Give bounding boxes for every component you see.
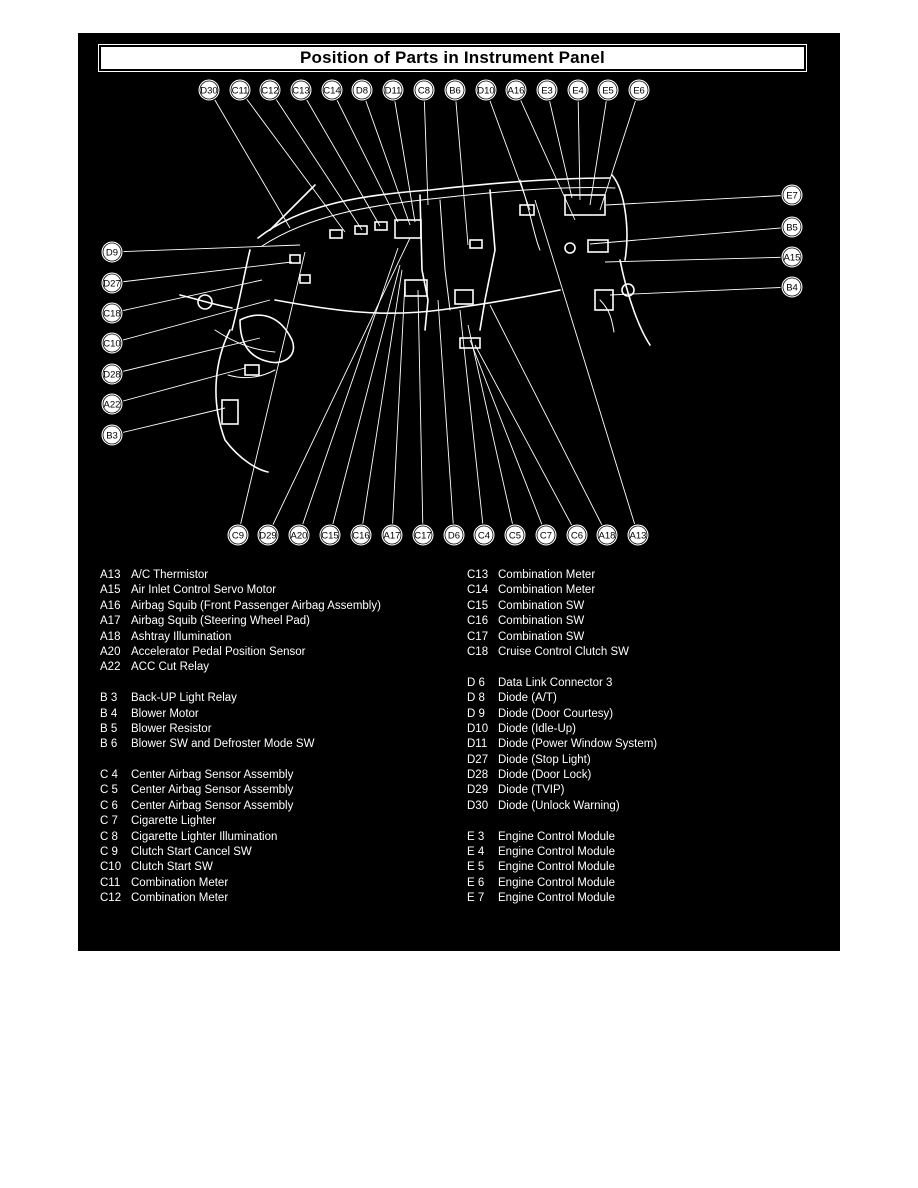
- legend-label: Airbag Squib (Steering Wheel Pad): [131, 615, 310, 628]
- legend-label: Clutch Start SW: [131, 861, 213, 874]
- leader-line-top-c8: [424, 90, 428, 205]
- callout-label: A22: [103, 399, 121, 411]
- legend-label: Center Airbag Sensor Assembly: [131, 799, 294, 812]
- leader-line-top-a16: [516, 90, 575, 220]
- leader-line-top-e4: [578, 90, 580, 200]
- callout-top-b6: [444, 79, 466, 101]
- callout-left-c10: [101, 332, 123, 354]
- legend-row: [467, 614, 657, 629]
- legend-row: [100, 599, 381, 614]
- legend-code: A16: [100, 599, 121, 612]
- legend-row: [467, 707, 657, 722]
- legend-code: D27: [467, 753, 489, 766]
- callout-bottom-a20: [288, 524, 310, 546]
- callout-label: C7: [539, 530, 553, 542]
- legend-label: Cruise Control Clutch SW: [498, 645, 630, 658]
- legend-label: Ashtray Illumination: [131, 630, 232, 643]
- callout-top-c8: [413, 79, 435, 101]
- leader-line-right-e7: [606, 195, 792, 205]
- legend-row: [467, 599, 657, 614]
- callout-bottom-d6: [443, 524, 465, 546]
- legend-code: C14: [467, 584, 489, 597]
- legend-label: Diode (Unlock Warning): [498, 799, 620, 812]
- callout-label: A13: [629, 530, 647, 542]
- leader-line-left-d9: [112, 245, 300, 252]
- callout-label: D27: [103, 278, 121, 290]
- legend-label: Center Airbag Sensor Assembly: [131, 784, 294, 797]
- legend-row: [100, 737, 381, 752]
- legend-code: C15: [467, 599, 489, 612]
- callout-label: C10: [103, 338, 121, 350]
- leader-line-top-e3: [547, 90, 572, 198]
- legend-code: C16: [467, 615, 489, 628]
- legend-spacer: [467, 814, 657, 829]
- callout-bottom-c15: [319, 524, 341, 546]
- legend-label: Engine Control Module: [498, 846, 615, 859]
- leader-line-top-d10: [486, 90, 530, 210]
- leader-line-bottom-c6: [475, 345, 577, 535]
- leader-line-bottom-d29: [268, 238, 410, 535]
- legend-label: Diode (TVIP): [498, 784, 565, 797]
- legend-row: [100, 830, 381, 845]
- callout-label: D9: [105, 247, 119, 259]
- callout-label: C16: [352, 530, 370, 542]
- legend-code: C12: [100, 892, 122, 905]
- callout-bottom-c17: [412, 524, 434, 546]
- callout-left-b3: [101, 424, 123, 446]
- callout-top-d10: [475, 79, 497, 101]
- callout-label: C13: [292, 85, 310, 97]
- callout-label: B4: [786, 282, 798, 294]
- callout-top-c14: [321, 79, 343, 101]
- callout-left-a22: [101, 393, 123, 415]
- callout-label: C12: [261, 85, 279, 97]
- leader-line-left-d28: [112, 338, 260, 374]
- callout-label: D30: [200, 85, 218, 97]
- legend-row: [467, 876, 657, 891]
- legend-label: Cigarette Lighter Illumination: [131, 830, 278, 843]
- legend-row: [467, 860, 657, 875]
- callout-label: D6: [447, 530, 461, 542]
- legend-code: C 5: [100, 784, 118, 797]
- legend-code: C11: [100, 876, 121, 889]
- legend-code: B 3: [100, 692, 118, 705]
- legend-row: [100, 891, 381, 906]
- callout-bottom-c9: [227, 524, 249, 546]
- legend-row: [100, 660, 381, 675]
- legend-row: [100, 568, 381, 583]
- legend-row: [467, 645, 657, 660]
- callout-bottom-c4: [473, 524, 495, 546]
- callout-top-c12: [259, 79, 281, 101]
- legend-row: [100, 707, 381, 722]
- legend-row: [467, 737, 657, 752]
- legend-label: Combination Meter: [131, 892, 229, 905]
- legend-row: [467, 830, 657, 845]
- leader-line-top-e6: [600, 90, 639, 210]
- legend-spacer: [467, 660, 657, 675]
- legend-label: ACC Cut Relay: [131, 661, 209, 674]
- callout-label: B3: [106, 430, 118, 442]
- legend-label: Back-UP Light Relay: [131, 692, 237, 705]
- leader-line-bottom-c9: [238, 252, 305, 535]
- legend-row: [467, 845, 657, 860]
- legend-code: E 4: [467, 846, 485, 859]
- legend-code: B 5: [100, 722, 118, 735]
- legend-row: [100, 583, 381, 598]
- callout-label: C4: [477, 530, 491, 542]
- legend-left-column: [100, 568, 381, 907]
- legend-row: [467, 753, 657, 768]
- legend-label: A/C Thermistor: [131, 569, 209, 581]
- legend-label: Blower SW and Defroster Mode SW: [131, 738, 315, 751]
- callout-top-c11: [229, 79, 251, 101]
- callout-label: B5: [786, 222, 798, 234]
- legend-row: [467, 630, 657, 645]
- legend-row: [100, 876, 381, 891]
- callout-label: D29: [259, 530, 277, 542]
- legend-code: A13: [100, 569, 121, 581]
- callout-label: E7: [786, 190, 798, 202]
- callout-label: D10: [477, 85, 495, 97]
- legend-code: C17: [467, 630, 489, 643]
- callout-label: C6: [570, 530, 584, 542]
- legend-label: Accelerator Pedal Position Sensor: [131, 645, 306, 658]
- callout-right-a15: [781, 246, 803, 268]
- callout-bottom-c16: [350, 524, 372, 546]
- callout-bottom-c7: [535, 524, 557, 546]
- leader-line-right-b4: [610, 287, 792, 295]
- callout-label: A15: [783, 252, 801, 264]
- leader-line-right-b5: [590, 227, 792, 244]
- callout-left-d28: [101, 363, 123, 385]
- callout-top-e6: [628, 79, 650, 101]
- callout-label: E4: [572, 85, 584, 97]
- legend-row: [100, 645, 381, 660]
- leader-line-left-a22: [112, 368, 245, 404]
- leader-line-left-c10: [112, 300, 270, 343]
- callout-top-d8: [351, 79, 373, 101]
- callout-left-d27: [101, 272, 123, 294]
- legend-code: D 6: [467, 676, 485, 689]
- legend-label: Combination SW: [498, 615, 585, 628]
- legend-row: [100, 691, 381, 706]
- legend-label: Diode (Stop Light): [498, 753, 591, 766]
- legend-spacer: [100, 676, 381, 691]
- legend-row: [100, 630, 381, 645]
- callout-left-c18: [101, 302, 123, 324]
- callout-top-c13: [290, 79, 312, 101]
- leader-line-bottom-c15: [330, 265, 400, 535]
- callout-right-e7: [781, 184, 803, 206]
- callout-label: D8: [355, 85, 369, 97]
- callout-label: C17: [414, 530, 432, 542]
- leader-line-top-c11: [240, 90, 345, 232]
- legend-row: [100, 814, 381, 829]
- callout-right-b5: [781, 216, 803, 238]
- leader-line-top-b6: [455, 90, 468, 245]
- legend-code: D10: [467, 722, 489, 735]
- callout-label: D11: [384, 85, 402, 97]
- legend-label: Data Link Connector 3: [498, 676, 613, 689]
- callout-label: C9: [231, 530, 245, 542]
- callout-top-e5: [597, 79, 619, 101]
- legend-code: D11: [467, 738, 488, 751]
- callout-label: C8: [417, 85, 431, 97]
- callout-bottom-a17: [381, 524, 403, 546]
- callout-label: E5: [602, 85, 614, 97]
- callout-top-e3: [536, 79, 558, 101]
- callout-label: C5: [508, 530, 522, 542]
- leader-line-top-d30: [209, 90, 290, 228]
- legend-row: [467, 583, 657, 598]
- callout-label: C15: [321, 530, 339, 542]
- legend-label: Combination Meter: [498, 584, 596, 597]
- leader-line-bottom-d6: [438, 300, 454, 535]
- legend-code: E 6: [467, 876, 485, 889]
- legend-label: Center Airbag Sensor Assembly: [131, 769, 294, 782]
- legend-row: [467, 783, 657, 798]
- callout-left-d9: [101, 241, 123, 263]
- leader-line-left-b3: [112, 408, 225, 435]
- legend-code: C 8: [100, 830, 118, 843]
- legend-spacer: [100, 753, 381, 768]
- legend-code: D 9: [467, 707, 485, 720]
- legend-row: [467, 891, 657, 906]
- legend-label: Diode (Power Window System): [498, 738, 658, 751]
- callout-bottom-c6: [566, 524, 588, 546]
- callout-bottom-c5: [504, 524, 526, 546]
- callout-bottom-a13: [627, 524, 649, 546]
- callout-label: C18: [103, 308, 121, 320]
- legend-label: Diode (Door Lock): [498, 769, 592, 782]
- legend-code: E 5: [467, 861, 485, 874]
- callout-top-e4: [567, 79, 589, 101]
- legend-code: D 8: [467, 692, 485, 705]
- legend-row: [467, 799, 657, 814]
- callout-label: E3: [541, 85, 553, 97]
- callout-bottom-a18: [596, 524, 618, 546]
- leader-line-left-d27: [112, 262, 292, 283]
- callout-bottom-d29: [257, 524, 279, 546]
- legend-row: [467, 676, 657, 691]
- legend-row: [467, 691, 657, 706]
- leader-line-bottom-c5: [468, 325, 515, 535]
- legend-code: C 7: [100, 815, 118, 828]
- legend-label: Clutch Start Cancel SW: [131, 846, 252, 859]
- legend-code: C 4: [100, 769, 118, 782]
- legend-label: Engine Control Module: [498, 892, 615, 905]
- legend-row: [100, 722, 381, 737]
- leader-line-bottom-c16: [361, 270, 402, 535]
- legend-row: [100, 845, 381, 860]
- legend-row: [467, 568, 657, 583]
- callout-label: A17: [383, 530, 401, 542]
- leader-lines: [112, 90, 792, 535]
- legend-label: Blower Resistor: [131, 722, 212, 735]
- callout-top-d30: [198, 79, 220, 101]
- callout-group: [101, 79, 803, 546]
- legend-row: [467, 768, 657, 783]
- legend-code: A18: [100, 630, 121, 643]
- legend-row: [100, 768, 381, 783]
- legend-code: C 6: [100, 799, 118, 812]
- leader-line-top-c13: [301, 90, 380, 226]
- legend-label: Diode (Idle-Up): [498, 722, 576, 735]
- callout-label: E6: [633, 85, 645, 97]
- legend-code: D29: [467, 784, 489, 797]
- legend-code: D28: [467, 769, 489, 782]
- callout-label: B6: [449, 85, 461, 97]
- instrument-panel-diagram: [0, 0, 918, 560]
- legend-label: Airbag Squib (Front Passenger Airbag Assembly): [131, 599, 381, 612]
- legend-code: B 6: [100, 738, 118, 751]
- legend-code: C13: [467, 569, 489, 581]
- callout-top-a16: [505, 79, 527, 101]
- legend-row: [467, 722, 657, 737]
- legend-code: D30: [467, 799, 489, 812]
- legend-code: C 9: [100, 846, 118, 859]
- page-title: Position of Parts in Instrument Panel: [300, 48, 605, 67]
- legend-row: [100, 799, 381, 814]
- legend-label: Engine Control Module: [498, 861, 615, 874]
- callout-label: C14: [323, 85, 341, 97]
- legend-label: Blower Motor: [131, 707, 199, 720]
- legend-code: A20: [100, 645, 121, 658]
- legend-label: Engine Control Module: [498, 830, 615, 843]
- legend-row: [100, 614, 381, 629]
- legend-label: Combination Meter: [131, 876, 229, 889]
- legend-code: C18: [467, 645, 489, 658]
- legend-label: Cigarette Lighter: [131, 815, 217, 828]
- callout-label: A20: [290, 530, 308, 542]
- legend-code: A17: [100, 615, 121, 628]
- legend-label: Diode (Door Courtesy): [498, 707, 614, 720]
- legend-row: [100, 860, 381, 875]
- legend-code: E 3: [467, 830, 485, 843]
- legend-code: E 7: [467, 892, 485, 905]
- legend-code: C10: [100, 861, 122, 874]
- callout-label: D28: [103, 369, 121, 381]
- legend-code: A22: [100, 661, 121, 674]
- leader-line-right-a15: [605, 257, 792, 262]
- legend-label: Combination SW: [498, 599, 585, 612]
- legend-label: Engine Control Module: [498, 876, 615, 889]
- leader-line-bottom-c17: [418, 290, 423, 535]
- legend-code: B 4: [100, 707, 118, 720]
- legend-right-column: [467, 568, 657, 907]
- callout-label: A18: [598, 530, 616, 542]
- callout-label: A16: [507, 85, 525, 97]
- legend-label: Diode (A/T): [498, 692, 557, 705]
- legend-label: Air Inlet Control Servo Motor: [131, 584, 277, 597]
- callout-right-b4: [781, 276, 803, 298]
- legend-code: A15: [100, 584, 121, 597]
- legend-label: Combination SW: [498, 630, 585, 643]
- callout-label: C11: [231, 85, 249, 97]
- callout-top-d11: [382, 79, 404, 101]
- legend-label: Combination Meter: [498, 569, 596, 581]
- legend-row: [100, 783, 381, 798]
